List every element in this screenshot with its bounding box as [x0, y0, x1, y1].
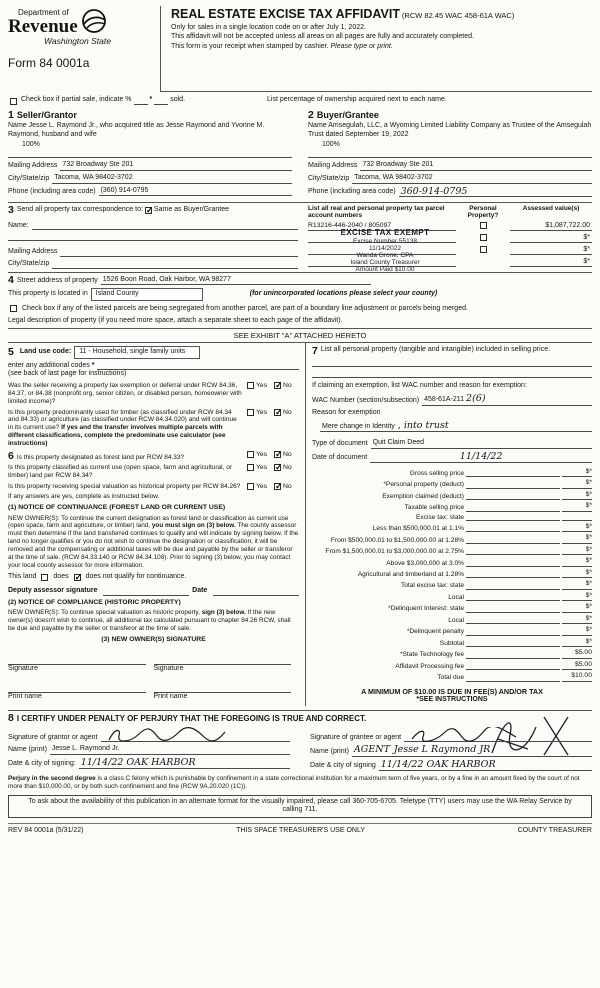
grantee-name-handwritten: Jesse L Raymond JR	[393, 744, 491, 756]
fee-value[interactable]: $*	[562, 502, 592, 511]
fee-row	[312, 569, 592, 578]
correspondence-mailing-field[interactable]	[60, 249, 298, 257]
fee-value[interactable]: $*	[562, 592, 592, 601]
grantor-date-city-label: Date & city of signing:	[8, 759, 76, 767]
fee-value[interactable]: $*	[562, 603, 592, 612]
county-treasurer-label: COUNTY TREASURER	[517, 827, 592, 835]
correspondence-mailing-label: Mailing Address	[8, 248, 58, 256]
buyer-heading: Buyer/Grantee	[316, 109, 379, 120]
additional-codes-label: enter any additional codes	[8, 361, 90, 369]
seller-percent[interactable]: 100%	[22, 140, 40, 148]
grantor-signature-field[interactable]	[101, 729, 290, 742]
parcel-numbers-header: List all real and personal property tax parcel account numbers	[308, 205, 445, 220]
stamp-amount-paid: Amount Paid $10.00	[355, 265, 415, 273]
section-6-number: 6	[8, 449, 14, 462]
grantee-signature-label: Signature of grantee or agent	[310, 733, 402, 741]
partial-percent-field2[interactable]	[154, 98, 168, 105]
new-owner-printname-field-1[interactable]	[8, 683, 146, 693]
section-7-number: 7	[312, 344, 318, 357]
fee-row	[312, 468, 592, 477]
additional-codes-field[interactable]	[97, 362, 299, 370]
notice-compliance-body	[8, 609, 299, 632]
form-title: REAL ESTATE EXCISE TAX AFFIDAVIT	[171, 7, 400, 21]
located-in-label: This property is located in	[8, 290, 88, 298]
fee-row	[312, 502, 592, 511]
seller-mailing-label: Mailing Address	[8, 162, 58, 169]
seller-grantor-section	[8, 110, 292, 197]
fee-label: From $500,000.01 to $1,500,000.00 at 1.28%	[330, 536, 464, 544]
send-correspondence-label: Send all property tax correspondence to:	[16, 205, 143, 213]
yes-checkbox[interactable]	[247, 464, 254, 471]
fee-value[interactable]: $*	[562, 546, 592, 555]
grantee-signature	[410, 727, 520, 743]
question-seller-exemption	[8, 382, 299, 405]
header-note-3: This form is your receipt when stamped by cashier.	[171, 43, 331, 51]
additional-codes-star: *	[91, 361, 95, 369]
form-title-rcw: (RCW 82.45 WAC 458-61A WAC)	[401, 11, 515, 20]
personal-property-checkbox-1[interactable]	[480, 222, 487, 229]
question-text: Is this property receiving special valuation as historical property per RCW 84.26?	[8, 482, 241, 490]
same-as-buyer-label: Same as Buyer/Grantee	[153, 205, 230, 213]
property-address-section	[8, 272, 592, 343]
section-8-number: 8	[8, 712, 14, 725]
personal-property-checkbox-3[interactable]	[480, 246, 487, 253]
fee-label: Taxable selling price	[404, 504, 464, 512]
fee-row	[312, 523, 592, 532]
rev-form-number: REV 84 0001a (5/31/22)	[8, 827, 84, 835]
question-text: Is this property designated as forest land per RCW 84.33?	[16, 453, 185, 461]
no-label: No	[283, 408, 292, 416]
print-name-label: Print name	[8, 693, 42, 701]
buyer-city-label: City/State/zip	[308, 174, 350, 182]
wac-number-field[interactable]	[422, 394, 592, 406]
fee-label: Local	[448, 616, 464, 624]
seller-mailing-value[interactable]: 732 Broadway Ste 201	[60, 161, 292, 171]
personal-property-field-2[interactable]	[312, 367, 592, 378]
section-1-number: 1	[8, 108, 14, 121]
fee-value[interactable]: $*	[562, 580, 592, 589]
certify-statement: I CERTIFY UNDER PENALTY OF PERJURY THAT THE FOREGOING IS TRUE AND CORRECT.	[16, 714, 367, 724]
accessibility-notice: To ask about the availability of this publication in an alternate format for the visually impaired, please call 360-705-6705. Teletype (TTY) users may use the WA Relay Service by calling 711.	[8, 795, 592, 819]
same-as-buyer-checkbox[interactable]	[145, 207, 152, 214]
perjury-clause	[8, 775, 592, 791]
fee-row	[312, 615, 592, 624]
perjury-text: is a class C felony which is punishable by confinement in a state correctional institution for a maximum term of five years, or by a fine in an amount fixed by the court of not more than $10,000.00, or by both such confinement and fine (RCW 9A.20.020 (1C)).	[8, 774, 580, 790]
notice-text: The county assessor must then determine if the land transferred continues to qualify and will indicate by signing below. If the land no longer qualifies or you do not wish to continue the designation or classification, it will be removed and the compensating or additional taxes will be due and payable by the seller or transferor at the time of sale. (RCW 84.33.140 or RCW 84.34.108). Prior to signing (3) below, you may contact your local county assessor for more information.	[8, 522, 299, 569]
fee-row	[312, 491, 592, 500]
yes-label: Yes	[256, 482, 268, 490]
new-owner-signature-field-1[interactable]	[8, 655, 146, 665]
notice-text-bold: sign (3) below.	[201, 609, 246, 617]
personal-property-intro: List all personal property (tangible and intangible) included in selling price.	[320, 345, 551, 353]
question-text: Is this property classified as current use (open space, farm and agricultural, or timber) land per RCW 84.34?	[8, 464, 232, 480]
fee-row	[312, 603, 592, 612]
fee-label: Affidavit Processing fee	[395, 662, 464, 670]
notice-continuance-body	[8, 515, 299, 570]
question-timber-agriculture	[8, 409, 299, 448]
section-4-number: 4	[8, 273, 14, 286]
washington-state-label: Washington State	[44, 36, 111, 47]
seller-phone-value[interactable]: (360) 914-0795	[99, 187, 292, 197]
land-use-column	[8, 343, 306, 706]
partial-percent-field[interactable]	[134, 98, 148, 105]
segregated-parcels-label: Check box if any of the listed parcels are being segregated from another parcel, are part of a boundary line adjustment or parcels being merged.	[22, 305, 468, 312]
grantor-signature-block	[8, 726, 290, 770]
fee-value[interactable]: $*	[562, 468, 592, 477]
yes-checkbox[interactable]	[247, 483, 254, 490]
notice-compliance-title: (2) NOTICE OF COMPLIANCE (HISTORIC PROPERTY)	[8, 598, 181, 606]
yes-label: Yes	[256, 408, 268, 416]
no-label: No	[283, 382, 292, 390]
excise-tax-column	[306, 343, 592, 706]
seller-heading: Seller/Grantor	[16, 109, 77, 120]
treasurer-exempt-stamp	[314, 229, 456, 273]
does-qualify-checkbox[interactable]	[41, 574, 48, 581]
stamp-treasurer-title: Island County Treasurer	[350, 258, 420, 266]
grantee-name-print-field[interactable]	[352, 745, 592, 757]
grantee-name-print-label: Name (print)	[310, 748, 349, 756]
assessed-value-4[interactable]: $*	[510, 258, 592, 268]
perjury-bold-leadin: Perjury in the second degree	[8, 774, 96, 782]
no-label: No	[283, 450, 292, 458]
fee-row	[312, 534, 592, 543]
fee-value[interactable]: $*	[562, 615, 592, 624]
assessed-value-header: Assessed value(s)	[522, 205, 580, 212]
certification-section	[8, 710, 592, 770]
fee-label: *Personal property (deduct)	[383, 481, 464, 489]
parcel-number-value[interactable]: R13216-446-2040 / 805097	[308, 222, 456, 231]
grantee-signature-block	[310, 726, 592, 770]
fee-value[interactable]: $*	[562, 491, 592, 500]
deputy-date-field[interactable]	[213, 588, 299, 596]
section-2-number: 2	[308, 108, 314, 121]
see-instructions-note: *SEE INSTRUCTIONS	[416, 695, 488, 703]
fee-label: Less than $500,000.01 at 1.1%	[372, 525, 464, 533]
buyer-name-label: Name	[308, 122, 327, 129]
new-owner-signature-field-2[interactable]	[154, 655, 292, 665]
seller-city-label: City/State/zip	[8, 174, 50, 182]
header-note-1: Only for sales in a single location code on or after July 1, 2022.	[171, 23, 366, 31]
buyer-city-value[interactable]: Tacoma, WA 98402-3702	[352, 174, 592, 184]
yes-label: Yes	[256, 450, 268, 458]
signature-label: Signature	[8, 665, 38, 673]
question-text-bold: If yes and the transfer involves multiple parcels with different classifications, complete the predominate use calculator (see instructions)	[8, 424, 226, 447]
revenue-logo-icon	[81, 8, 107, 34]
fee-row	[312, 672, 592, 681]
fee-row	[312, 649, 592, 658]
fee-row	[312, 479, 592, 488]
new-owner-printname-field-2[interactable]	[154, 683, 292, 693]
partial-sale-checkbox[interactable]	[10, 98, 17, 105]
personal-property-field-1[interactable]	[312, 356, 592, 367]
fee-value[interactable]: $*	[562, 557, 592, 566]
stamp-treasurer-name: Wanda Grone, CPA	[356, 251, 414, 259]
fee-row	[312, 580, 592, 589]
fee-label: Above $3,000,000 at 3.0%	[386, 559, 464, 567]
assessed-value-3[interactable]: $*	[510, 246, 592, 256]
date-of-document-handwritten[interactable]: 11/14/22	[370, 452, 592, 463]
segregated-parcels-checkbox[interactable]	[10, 305, 17, 312]
wac-number-value: 458-61A-211	[424, 396, 465, 404]
question-forest-land	[8, 451, 299, 462]
seller-name-value[interactable]: Jesse L. Raymond Jr., who acquired title as Jesse Raymond and Yvonne M. Raymond, husband and wife	[8, 122, 265, 138]
land-use-label: Land use code:	[19, 347, 72, 355]
reason-exemption-value: Mere change in Identity	[322, 422, 395, 430]
no-checkbox[interactable]	[274, 483, 281, 490]
see-back-note: (see back of last page for instructions)	[8, 370, 127, 378]
grantee-signature-field[interactable]	[404, 729, 592, 742]
no-checkbox[interactable]	[274, 409, 281, 416]
buyer-mailing-value[interactable]: 732 Broadway Ste 201	[360, 161, 592, 171]
section-3-number: 3	[8, 204, 14, 216]
fee-value[interactable]: $*	[562, 638, 592, 647]
reason-exemption-field[interactable]	[320, 421, 592, 433]
yes-checkbox[interactable]	[247, 382, 254, 389]
partial-sale-label: Check box if partial sale, indicate %	[21, 96, 132, 103]
fee-label: Subtotal	[439, 639, 464, 647]
question-current-use	[8, 464, 299, 480]
fee-value[interactable]: $5.00	[562, 649, 592, 658]
fee-row	[312, 626, 592, 635]
fee-row	[312, 661, 592, 670]
correspondence-name-label: Name:	[8, 221, 29, 229]
fee-row	[312, 514, 592, 521]
question-text: Was the seller receiving a property tax exemption or deferral under RCW 84.36, 84.37, or 84.38 (nonprofit org, senior citizen, or disabled person, homeowner with limited income)?	[8, 382, 242, 405]
treasurer-use-only-label: THIS SPACE TREASURER'S USE ONLY	[236, 827, 365, 835]
fee-label: Total due	[437, 674, 464, 682]
deputy-signature-label: Deputy assessor signature	[8, 587, 98, 595]
yes-checkbox[interactable]	[247, 451, 254, 458]
seller-name-label: Name	[8, 122, 27, 129]
stamp-exempt-line: EXCISE TAX EXEMPT	[340, 228, 430, 237]
stamp-excise-number: Excise Number 55138	[353, 237, 417, 245]
notice-continuance-title: (1) NOTICE OF CONTINUANCE (FOREST LAND OR CURRENT USE)	[8, 504, 226, 512]
buyer-percent[interactable]: 100%	[322, 140, 340, 148]
deputy-signature-field[interactable]	[103, 588, 189, 596]
reason-exemption-label: Reason for exemption	[312, 408, 381, 416]
fee-row	[312, 592, 592, 601]
type-of-document-label: Type of document	[312, 440, 368, 448]
fee-value[interactable]: $*	[562, 569, 592, 578]
fee-row	[312, 557, 592, 566]
no-checkbox[interactable]	[274, 451, 281, 458]
revenue-wordmark: Revenue	[8, 16, 78, 37]
assessed-value-1[interactable]: $1,087,722.00	[510, 222, 592, 232]
buyer-phone-handwritten[interactable]: 360-914-0795	[399, 187, 592, 198]
notice-text-bold: you must sign on (3) below.	[151, 522, 236, 530]
claiming-exemption-label: If claiming an exemption, list WAC number and reason for exemption:	[312, 382, 527, 390]
new-owner-signature-title: (3) NEW OWNER(S) SIGNATURE	[101, 635, 206, 643]
buyer-phone-label: Phone (including area code)	[308, 188, 396, 196]
fee-label: *State Technology fee	[399, 651, 464, 659]
correspondence-name-field[interactable]	[32, 222, 298, 230]
stamp-date: 11/14/2022	[368, 244, 402, 252]
minimum-due-note: A MINIMUM OF $10.00 IS DUE IN FEE(S) AND/OR TAX	[361, 686, 543, 696]
agent-handwritten: AGENT	[353, 744, 390, 756]
no-label: No	[283, 464, 292, 472]
fee-label: Excise tax: state	[415, 513, 464, 521]
fee-value[interactable]: $*	[562, 479, 592, 488]
no-checkbox[interactable]	[274, 464, 281, 471]
reason-handwritten: , into trust	[394, 419, 449, 431]
grantee-date-city-label: Date & city of signing	[310, 761, 376, 769]
land-use-select[interactable]: 11 - Household, single family units	[74, 346, 200, 359]
yes-label: Yes	[256, 464, 268, 472]
correspondence-city-field[interactable]	[52, 261, 298, 269]
does-not-label: does not qualify for continuance.	[85, 573, 187, 581]
correspondence-city-label: City/State/zip	[8, 260, 50, 267]
fee-label: Agricultural and timberland at 1.28%	[357, 570, 464, 578]
form-header	[8, 6, 592, 92]
header-note-3-italic: Please type or print.	[330, 43, 393, 51]
grantee-date-city-handwritten[interactable]: 11/14/22 OAK HARBOR	[379, 760, 592, 771]
legal-description-value: SEE EXHIBIT "A" ATTACHED HERETO	[8, 328, 592, 343]
seller-city-value[interactable]: Tacoma, WA 98402-3702	[52, 174, 292, 184]
if-yes-note: If any answers are yes, complete as instructed below.	[8, 493, 160, 501]
fee-value[interactable]: $5.00	[562, 661, 592, 670]
fee-label: Exemption claimed (deduct)	[382, 492, 464, 500]
fee-value[interactable]	[562, 520, 592, 521]
personal-property-checkbox-2[interactable]	[480, 234, 487, 241]
does-not-qualify-checkbox[interactable]	[74, 574, 81, 581]
fee-label: *Delinquent penalty	[406, 628, 464, 636]
fee-row	[312, 638, 592, 647]
tax-correspondence-section	[8, 202, 592, 273]
street-address-label: Street address of property	[16, 276, 98, 284]
buyer-mailing-label: Mailing Address	[308, 162, 358, 169]
fee-value[interactable]: $10.00	[562, 672, 592, 681]
fee-label: From $1,500,000.01 to $3,000,000.00 at 2.75%	[325, 548, 464, 556]
fee-label: Gross selling price	[409, 469, 464, 477]
legal-description-label: Legal description of property (if you need more space, attach a separate sheet to each page of the affidavit).	[8, 316, 343, 324]
county-select[interactable]: Island County	[91, 288, 203, 301]
grantor-name-print-label: Name (print)	[8, 746, 47, 754]
does-label: does	[53, 573, 69, 581]
personal-property-header: Personal Property?	[467, 205, 499, 220]
header-note-2: This affidavit will not be accepted unless all areas on all pages are fully and accurately completed.	[171, 33, 474, 41]
assessed-value-2[interactable]: $*	[510, 234, 592, 244]
correspondence-blank-field[interactable]	[8, 230, 298, 241]
fee-value[interactable]: $*	[562, 534, 592, 543]
notice-text: NEW OWNER(S): To continue the current designation as forest land or classification as current use (open space, farm and agriculture, or timber) land,	[8, 514, 289, 530]
question-historic-property	[8, 483, 299, 491]
no-label: No	[283, 482, 292, 490]
yes-checkbox[interactable]	[247, 409, 254, 416]
wac-number-label: WAC Number (section/subsection)	[312, 397, 420, 405]
section-5-number: 5	[8, 346, 14, 358]
date-label: Date	[192, 587, 208, 595]
date-of-document-label: Date of document	[312, 453, 368, 461]
grantor-date-city-handwritten[interactable]: 11/14/22 OAK HARBOR	[79, 758, 290, 769]
yes-label: Yes	[256, 382, 268, 390]
fee-table	[312, 468, 592, 682]
fee-label: Total excise tax: state	[400, 582, 464, 590]
partial-sold-label: sold.	[170, 96, 186, 103]
grantor-signature	[107, 727, 227, 743]
print-name-label: Print name	[153, 693, 188, 701]
fee-label: Local	[448, 593, 464, 601]
deputy-assessor-row	[8, 587, 299, 596]
notice-text: NEW OWNER(S): To continue special valuation as historic property,	[8, 609, 202, 617]
grantor-signature-label: Signature of grantor or agent	[8, 733, 98, 741]
unincorporated-note: (for unincorporated locations please select your county)	[249, 290, 438, 298]
buyer-grantee-section	[308, 110, 592, 197]
fee-row	[312, 546, 592, 555]
street-address-value[interactable]: 1526 Boon Road, Oak Harbor, WA 98277	[101, 276, 371, 286]
continuance-qualify-row	[8, 573, 299, 582]
type-of-document-value[interactable]: Quit Claim Deed	[371, 439, 592, 449]
buyer-name-value[interactable]: Amsegulah, LLC, a Wyoming Limited Liability Company as Trustee of the Amsegulah Trust dated September 19, 2022	[308, 122, 592, 138]
signature-label: Signature	[153, 665, 184, 673]
department-of-label: Department of	[18, 8, 69, 17]
question-text: Is this property predominantly used for timber (as classified under RCW 84.34 and 84.33) or agriculture (as classified under RCW 84.34.020) and will continue in its current use?	[8, 408, 237, 432]
notice-text: If the new owner(s) doesn't wish to continue, all additional tax calculated pursuant to chapter 84.26 RCW, shall be due and payable by the seller or transferor at the time of sale.	[8, 609, 291, 632]
form-number: Form 84 0001a	[8, 55, 90, 70]
fee-value[interactable]: $*	[562, 626, 592, 635]
fee-value[interactable]: $*	[562, 523, 592, 532]
grantor-name-print-value[interactable]: Jesse L. Raymond Jr.	[50, 745, 290, 755]
no-checkbox[interactable]	[274, 382, 281, 389]
partial-star: *	[149, 96, 153, 103]
seller-phone-label: Phone (including area code)	[8, 187, 96, 195]
this-land-label: This land	[8, 573, 37, 581]
ownership-percentage-note: List percentage of ownership acquired next to each name.	[267, 96, 447, 103]
wac-handwritten-subsection: 2(6)	[466, 393, 486, 405]
fee-label: *Delinquent Interest: state	[388, 605, 464, 613]
